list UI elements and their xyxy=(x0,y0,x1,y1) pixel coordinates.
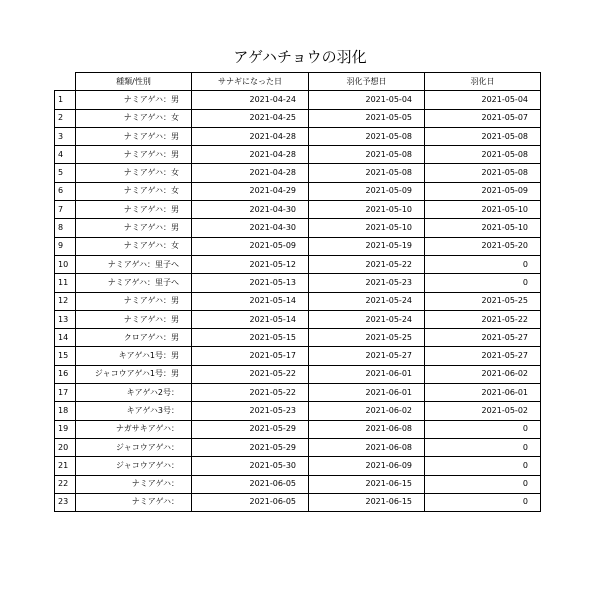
emergence-date-cell: 0 xyxy=(425,438,541,456)
species-sex-cell: ナミアゲハ：里子へ xyxy=(76,274,192,292)
table-row xyxy=(55,329,541,347)
pupa-date-cell: 2021-04-24 xyxy=(192,91,309,109)
row-number: 9 xyxy=(55,237,76,255)
expected-date-cell: 2021-05-27 xyxy=(309,347,425,365)
table-row xyxy=(55,201,541,219)
header-pupa-date: サナギになった日 xyxy=(192,73,309,91)
pupa-date-cell: 2021-05-12 xyxy=(192,255,309,273)
species-sex-cell: ナミアゲハ：男 xyxy=(76,127,192,145)
species-sex-cell: ナミアゲハ： xyxy=(76,475,192,493)
table-row xyxy=(55,146,541,164)
table-row xyxy=(55,384,541,402)
expected-date-cell: 2021-05-08 xyxy=(309,127,425,145)
row-number: 17 xyxy=(55,384,76,402)
row-number: 20 xyxy=(55,438,76,456)
expected-date-cell: 2021-06-08 xyxy=(309,438,425,456)
emergence-date-cell: 0 xyxy=(425,274,541,292)
row-number: 3 xyxy=(55,127,76,145)
pupa-date-cell: 2021-04-30 xyxy=(192,219,309,237)
emergence-date-cell: 2021-05-08 xyxy=(425,164,541,182)
row-number: 15 xyxy=(55,347,76,365)
emergence-table xyxy=(54,72,541,512)
pupa-date-cell: 2021-05-22 xyxy=(192,384,309,402)
expected-date-cell: 2021-05-04 xyxy=(309,91,425,109)
table-row xyxy=(55,347,541,365)
header-expected-date: 羽化予想日 xyxy=(309,73,425,91)
table-row xyxy=(55,127,541,145)
pupa-date-cell: 2021-04-28 xyxy=(192,164,309,182)
expected-date-cell: 2021-06-09 xyxy=(309,457,425,475)
emergence-date-cell: 0 xyxy=(425,475,541,493)
emergence-date-cell: 0 xyxy=(425,493,541,511)
pupa-date-cell: 2021-05-29 xyxy=(192,438,309,456)
row-number: 1 xyxy=(55,91,76,109)
emergence-date-cell: 2021-06-01 xyxy=(425,384,541,402)
species-sex-cell: ジャコウアゲハ： xyxy=(76,457,192,475)
row-number: 5 xyxy=(55,164,76,182)
pupa-date-cell: 2021-04-25 xyxy=(192,109,309,127)
expected-date-cell: 2021-06-15 xyxy=(309,493,425,511)
row-number: 8 xyxy=(55,219,76,237)
expected-date-cell: 2021-05-05 xyxy=(309,109,425,127)
expected-date-cell: 2021-05-09 xyxy=(309,182,425,200)
expected-date-cell: 2021-05-24 xyxy=(309,310,425,328)
species-sex-cell: ナミアゲハ：男 xyxy=(76,146,192,164)
species-sex-cell: ナミアゲハ：女 xyxy=(76,182,192,200)
row-number: 18 xyxy=(55,402,76,420)
species-sex-cell: ナミアゲハ：女 xyxy=(76,237,192,255)
expected-date-cell: 2021-05-19 xyxy=(309,237,425,255)
table-row xyxy=(55,164,541,182)
emergence-date-cell: 2021-05-27 xyxy=(425,347,541,365)
species-sex-cell: ナミアゲハ： xyxy=(76,493,192,511)
row-number: 6 xyxy=(55,182,76,200)
pupa-date-cell: 2021-05-14 xyxy=(192,292,309,310)
table-row xyxy=(55,457,541,475)
pupa-date-cell: 2021-05-29 xyxy=(192,420,309,438)
expected-date-cell: 2021-06-01 xyxy=(309,384,425,402)
row-number: 23 xyxy=(55,493,76,511)
row-number: 2 xyxy=(55,109,76,127)
row-number: 13 xyxy=(55,310,76,328)
row-number: 19 xyxy=(55,420,76,438)
expected-date-cell: 2021-05-10 xyxy=(309,219,425,237)
pupa-date-cell: 2021-04-29 xyxy=(192,182,309,200)
species-sex-cell: ナガサキアゲハ： xyxy=(76,420,192,438)
species-sex-cell: ナミアゲハ：里子へ xyxy=(76,255,192,273)
expected-date-cell: 2021-05-25 xyxy=(309,329,425,347)
emergence-date-cell: 2021-05-07 xyxy=(425,109,541,127)
emergence-date-cell: 2021-05-09 xyxy=(425,182,541,200)
emergence-date-cell: 2021-05-25 xyxy=(425,292,541,310)
emergence-date-cell: 2021-05-08 xyxy=(425,146,541,164)
row-number: 11 xyxy=(55,274,76,292)
table-body xyxy=(55,91,541,512)
pupa-date-cell: 2021-04-30 xyxy=(192,201,309,219)
row-number: 21 xyxy=(55,457,76,475)
emergence-date-cell: 2021-06-02 xyxy=(425,365,541,383)
expected-date-cell: 2021-05-10 xyxy=(309,201,425,219)
header-corner xyxy=(55,73,76,91)
species-sex-cell: ナミアゲハ：女 xyxy=(76,109,192,127)
species-sex-cell: ナミアゲハ：男 xyxy=(76,310,192,328)
table-row xyxy=(55,365,541,383)
table-row xyxy=(55,402,541,420)
emergence-date-cell: 0 xyxy=(425,255,541,273)
emergence-date-cell: 0 xyxy=(425,457,541,475)
table-row xyxy=(55,438,541,456)
pupa-date-cell: 2021-05-23 xyxy=(192,402,309,420)
emergence-date-cell: 0 xyxy=(425,420,541,438)
pupa-date-cell: 2021-05-30 xyxy=(192,457,309,475)
species-sex-cell: ナミアゲハ：女 xyxy=(76,164,192,182)
species-sex-cell: ナミアゲハ：男 xyxy=(76,91,192,109)
table-row xyxy=(55,237,541,255)
row-number: 16 xyxy=(55,365,76,383)
species-sex-cell: ジャコウアゲハ1号：男 xyxy=(76,365,192,383)
pupa-date-cell: 2021-05-13 xyxy=(192,274,309,292)
pupa-date-cell: 2021-05-22 xyxy=(192,365,309,383)
table-row xyxy=(55,255,541,273)
expected-date-cell: 2021-06-15 xyxy=(309,475,425,493)
table-row xyxy=(55,475,541,493)
emergence-date-cell: 2021-05-04 xyxy=(425,91,541,109)
species-sex-cell: ナミアゲハ：男 xyxy=(76,219,192,237)
expected-date-cell: 2021-06-08 xyxy=(309,420,425,438)
emergence-date-cell: 2021-05-08 xyxy=(425,127,541,145)
table-row xyxy=(55,493,541,511)
table-row xyxy=(55,420,541,438)
species-sex-cell: ナミアゲハ：男 xyxy=(76,201,192,219)
pupa-date-cell: 2021-04-28 xyxy=(192,127,309,145)
table-row xyxy=(55,274,541,292)
species-sex-cell: ジャコウアゲハ： xyxy=(76,438,192,456)
table-row xyxy=(55,109,541,127)
row-number: 4 xyxy=(55,146,76,164)
expected-date-cell: 2021-05-23 xyxy=(309,274,425,292)
species-sex-cell: キアゲハ1号：男 xyxy=(76,347,192,365)
header-row xyxy=(55,73,541,91)
row-number: 10 xyxy=(55,255,76,273)
table-row xyxy=(55,310,541,328)
emergence-date-cell: 2021-05-27 xyxy=(425,329,541,347)
header-emergence-date: 羽化日 xyxy=(425,73,541,91)
pupa-date-cell: 2021-05-17 xyxy=(192,347,309,365)
emergence-date-cell: 2021-05-10 xyxy=(425,219,541,237)
table-row xyxy=(55,182,541,200)
table-row xyxy=(55,219,541,237)
row-number: 22 xyxy=(55,475,76,493)
emergence-date-cell: 2021-05-22 xyxy=(425,310,541,328)
row-number: 14 xyxy=(55,329,76,347)
page-title: アゲハチョウの羽化 xyxy=(233,48,367,66)
species-sex-cell: キアゲハ3号： xyxy=(76,402,192,420)
row-number: 12 xyxy=(55,292,76,310)
pupa-date-cell: 2021-05-14 xyxy=(192,310,309,328)
species-sex-cell: クロアゲハ：男 xyxy=(76,329,192,347)
emergence-date-cell: 2021-05-20 xyxy=(425,237,541,255)
pupa-date-cell: 2021-04-28 xyxy=(192,146,309,164)
pupa-date-cell: 2021-05-15 xyxy=(192,329,309,347)
species-sex-cell: キアゲハ2号： xyxy=(76,384,192,402)
emergence-date-cell: 2021-05-02 xyxy=(425,402,541,420)
expected-date-cell: 2021-06-02 xyxy=(309,402,425,420)
expected-date-cell: 2021-06-01 xyxy=(309,365,425,383)
expected-date-cell: 2021-05-22 xyxy=(309,255,425,273)
table-row xyxy=(55,292,541,310)
expected-date-cell: 2021-05-08 xyxy=(309,164,425,182)
header-species-sex: 種類/性別 xyxy=(76,73,192,91)
expected-date-cell: 2021-05-24 xyxy=(309,292,425,310)
species-sex-cell: ナミアゲハ：男 xyxy=(76,292,192,310)
expected-date-cell: 2021-05-08 xyxy=(309,146,425,164)
table-row xyxy=(55,91,541,109)
pupa-date-cell: 2021-06-05 xyxy=(192,493,309,511)
pupa-date-cell: 2021-05-09 xyxy=(192,237,309,255)
emergence-date-cell: 2021-05-10 xyxy=(425,201,541,219)
pupa-date-cell: 2021-06-05 xyxy=(192,475,309,493)
row-number: 7 xyxy=(55,201,76,219)
